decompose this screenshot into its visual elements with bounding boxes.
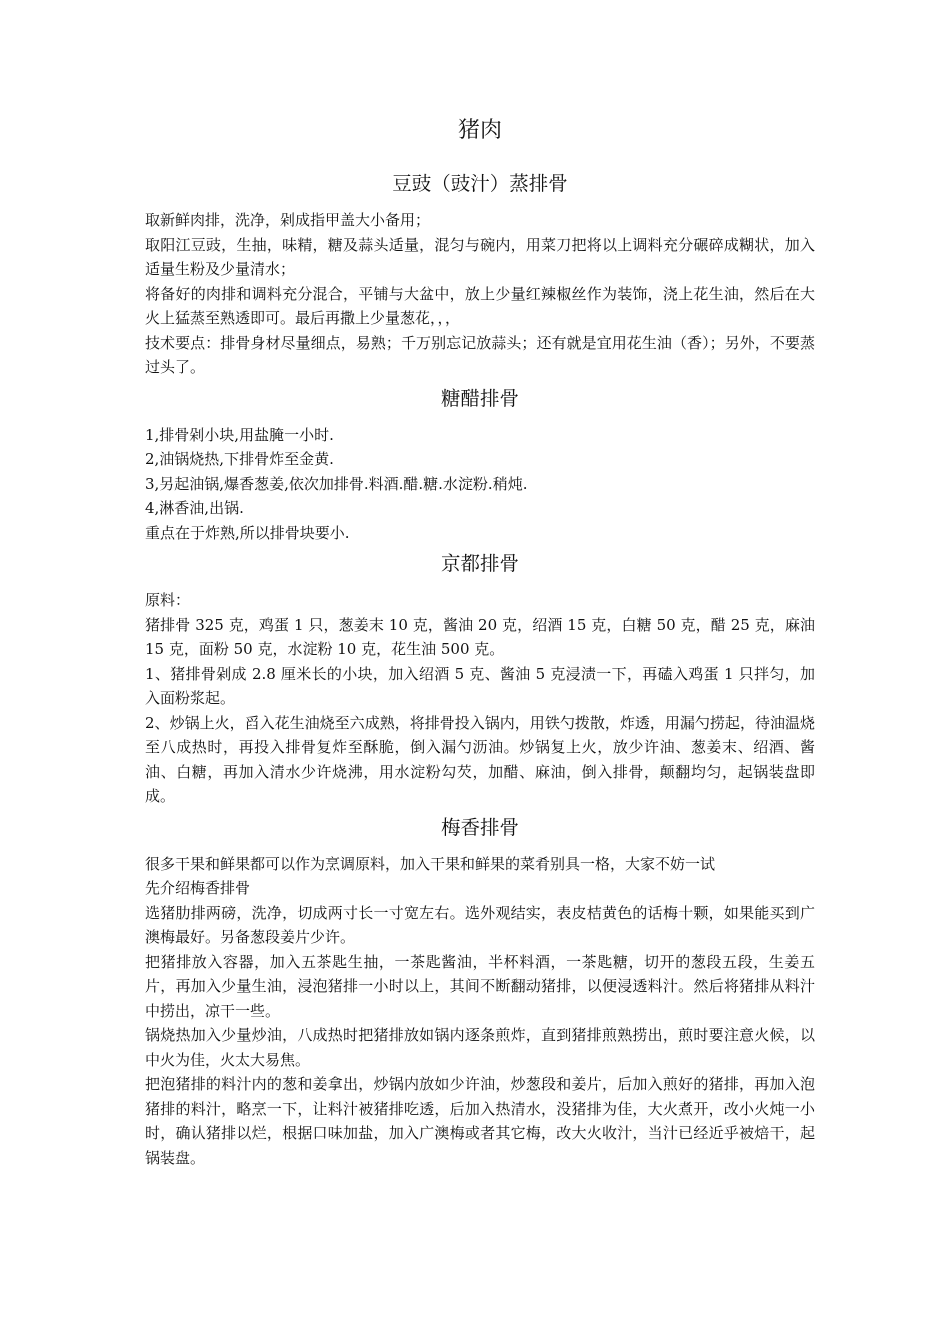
- paragraph: 原料：: [145, 591, 191, 609]
- paragraph: 4,淋香油,出锅.: [145, 499, 244, 517]
- paragraph: 取新鲜肉排，洗净，剁成指甲盖大小备用；: [145, 211, 431, 229]
- paragraph: 锅烧热加入少量炒油，八成热时把猪排放如锅内逐条煎炸，直到猪排煎熟捞出，煎时要注意火候，以中火为佳，火太大易焦。: [145, 1026, 815, 1069]
- document-title: 猪肉: [457, 118, 502, 143]
- recipe-section-douchi: [145, 166, 815, 380]
- paragraph: 1,排骨剁小块,用盐腌一小时.: [145, 425, 334, 444]
- section-heading: 豆豉（豉汁）蒸排骨: [392, 172, 568, 195]
- paragraph: 将备好的肉排和调料充分混合，平铺与大盆中，放上少量红辣椒丝作为装饰，浇上花生油，然后在大火上猛蒸至熟透即可。最后再撒上少量葱花，，，: [145, 284, 815, 327]
- paragraph: 3,另起油锅,爆香葱姜,依次加排骨.料酒.醋.糖.水淀粉.稍炖.: [145, 474, 528, 493]
- paragraph: 先介绍梅香排骨: [145, 879, 251, 897]
- recipe-section-tangcu: [145, 381, 815, 546]
- paragraph: 猪排骨 325 克，鸡蛋 1 只，葱姜末 10 克，酱油 20 克，绍酒 15 克，白糖 50 克，醋 25 克，麻油 15 克，面粉 50 克，水淀粉 10 克，花生油 500 克。: [145, 615, 815, 658]
- paragraph: 2,油锅烧热,下排骨炸至金黄.: [145, 450, 334, 468]
- paragraph: 很多干果和鲜果都可以作为烹调原料，加入干果和鲜果的菜肴别具一格，大家不妨一试: [145, 854, 716, 873]
- paragraph: 选猪肋排两磅，洗净，切成两寸长一寸宽左右。选外观结实，表皮桔黄色的话梅十颗，如果能买到广澳梅最好。另备葱段姜片少许。: [145, 903, 815, 946]
- paragraph: 技术要点：排骨身材尽量细点，易熟；千万别忘记放蒜头；还有就是宜用花生油（香）；另外，不要蒸过头了。: [145, 333, 815, 376]
- paragraph: 重点在于炸熟,所以排骨块要小.: [145, 523, 350, 542]
- paragraph: 把猪排放入容器，加入五茶匙生抽，一茶匙酱油，半杯料酒，一茶匙糖，切开的葱段五段，生姜五片，再加入少量生油，浸泡猪排一小时以上，其间不断翻动猪排，以便浸透料汁。然后将猪排从料汁中捞出，凉干一些。: [145, 952, 815, 1020]
- paragraph: 2、炒锅上火，舀入花生油烧至六成熟，将排骨投入锅内，用铁勺拨散，炸透，用漏勺捞起，待油温烧至八成热时，再投入排骨复炸至酥脆，倒入漏勺沥油。炒锅复上火，放少许油、葱姜末、绍酒、酱油、白糖，再加入清水少许烧沸，用水淀粉勾芡，加醋、麻油，倒入排骨，颠翻均匀，起锅装盘即成。: [145, 713, 815, 805]
- section-heading: 梅香排骨: [440, 815, 519, 839]
- document-page: [145, 112, 815, 1170]
- section-heading: 京都排骨: [440, 552, 519, 575]
- paragraph: 把泡猪排的料汁内的葱和姜拿出，炒锅内放如少许油，炒葱段和姜片，后加入煎好的猪排，再加入泡猪排的料汁，略烹一下，让料汁被猪排吃透，后加入热清水，没猪排为佳，大火煮开，改小火炖一小时，确认猪排以烂，根据口味加盐，加入广澳梅或者其它梅，改大火收汁，当汁已经近乎被焙干，起锅装盘。: [145, 1075, 815, 1167]
- recipe-section-meixiang: [145, 810, 815, 1171]
- paragraph: 1、猪排骨剁成 2.8 厘米长的小块，加入绍酒 5 克、酱油 5 克浸渍一下，再磕入鸡蛋 1 只拌匀，加入面粉浆起。: [145, 664, 815, 707]
- section-heading: 糖醋排骨: [440, 386, 519, 410]
- recipe-section-jingdu: [145, 546, 815, 809]
- paragraph: 取阳江豆豉，生抽，味精，糖及蒜头适量，混匀与碗内，用菜刀把将以上调料充分碾碎成糊状，加入适量生粉及少量清水；: [145, 235, 815, 278]
